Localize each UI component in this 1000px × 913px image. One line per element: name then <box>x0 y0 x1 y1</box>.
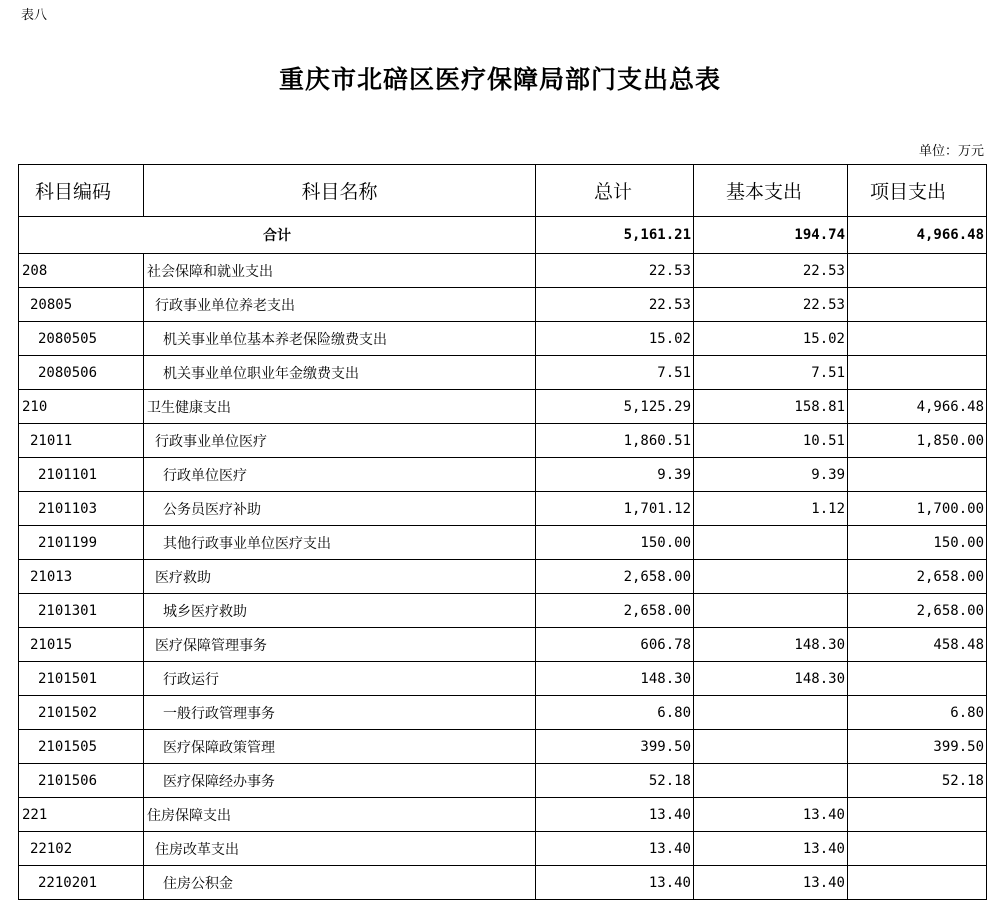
row-basic: 13.40 <box>694 832 848 866</box>
expenditure-table <box>18 164 987 900</box>
table-row <box>19 254 987 288</box>
row-code: 2080505 <box>19 322 144 356</box>
table-row <box>19 628 987 662</box>
table-row <box>19 356 987 390</box>
row-basic: 148.30 <box>694 628 848 662</box>
row-basic: 9.39 <box>694 458 848 492</box>
row-total: 52.18 <box>536 764 694 798</box>
header-total: 总计 <box>536 165 694 217</box>
row-code: 2101505 <box>19 730 144 764</box>
row-total: 5,125.29 <box>536 390 694 424</box>
row-name: 住房改革支出 <box>144 832 536 866</box>
row-code: 2101506 <box>19 764 144 798</box>
table-row <box>19 662 987 696</box>
table-header-row <box>19 165 987 217</box>
total-label: 合计 <box>19 217 536 254</box>
row-project <box>848 458 987 492</box>
table-row <box>19 526 987 560</box>
unit-label: 单位：万元 <box>918 144 984 159</box>
header-name: 科目名称 <box>144 165 536 217</box>
row-basic: 13.40 <box>694 798 848 832</box>
row-basic <box>694 526 848 560</box>
table-number: 表八 <box>21 8 48 23</box>
table-row <box>19 424 987 458</box>
row-code: 22102 <box>19 832 144 866</box>
row-name: 卫生健康支出 <box>144 390 536 424</box>
page-title: 重庆市北碚区医疗保障局部门支出总表 <box>278 65 721 94</box>
row-code: 21015 <box>19 628 144 662</box>
row-name: 其他行政事业单位医疗支出 <box>144 526 536 560</box>
table-row <box>19 322 987 356</box>
row-total: 150.00 <box>536 526 694 560</box>
table-row <box>19 560 987 594</box>
row-project: 1,700.00 <box>848 492 987 526</box>
row-code: 2101101 <box>19 458 144 492</box>
total-basic: 194.74 <box>694 217 848 254</box>
table-row <box>19 390 987 424</box>
row-name: 医疗救助 <box>144 560 536 594</box>
row-code: 2101501 <box>19 662 144 696</box>
table-row <box>19 832 987 866</box>
row-basic: 10.51 <box>694 424 848 458</box>
row-name: 机关事业单位基本养老保险缴费支出 <box>144 322 536 356</box>
row-total: 148.30 <box>536 662 694 696</box>
row-name: 行政运行 <box>144 662 536 696</box>
row-project <box>848 662 987 696</box>
row-code: 2101502 <box>19 696 144 730</box>
row-total: 2,658.00 <box>536 594 694 628</box>
table-row <box>19 764 987 798</box>
row-total: 399.50 <box>536 730 694 764</box>
row-basic <box>694 730 848 764</box>
total-project: 4,966.48 <box>848 217 987 254</box>
row-total: 15.02 <box>536 322 694 356</box>
row-name: 社会保障和就业支出 <box>144 254 536 288</box>
row-basic: 13.40 <box>694 866 848 900</box>
row-basic: 22.53 <box>694 288 848 322</box>
row-name: 医疗保障管理事务 <box>144 628 536 662</box>
table-row <box>19 696 987 730</box>
row-total: 22.53 <box>536 254 694 288</box>
row-name: 一般行政管理事务 <box>144 696 536 730</box>
row-basic: 158.81 <box>694 390 848 424</box>
row-project <box>848 322 987 356</box>
row-project <box>848 832 987 866</box>
row-code: 2101103 <box>19 492 144 526</box>
total-row <box>19 217 987 254</box>
row-name: 医疗保障政策管理 <box>144 730 536 764</box>
total-value: 5,161.21 <box>536 217 694 254</box>
table-row <box>19 798 987 832</box>
row-basic: 7.51 <box>694 356 848 390</box>
table-row <box>19 594 987 628</box>
row-name: 机关事业单位职业年金缴费支出 <box>144 356 536 390</box>
row-project <box>848 254 987 288</box>
row-project: 2,658.00 <box>848 594 987 628</box>
row-name: 行政单位医疗 <box>144 458 536 492</box>
row-project: 458.48 <box>848 628 987 662</box>
row-project <box>848 356 987 390</box>
row-code: 20805 <box>19 288 144 322</box>
row-project: 1,850.00 <box>848 424 987 458</box>
row-project: 399.50 <box>848 730 987 764</box>
row-code: 2080506 <box>19 356 144 390</box>
row-code: 208 <box>19 254 144 288</box>
header-code: 科目编码 <box>19 165 144 217</box>
row-basic <box>694 594 848 628</box>
row-total: 606.78 <box>536 628 694 662</box>
header-project: 项目支出 <box>848 165 987 217</box>
row-basic: 22.53 <box>694 254 848 288</box>
table-row <box>19 288 987 322</box>
row-name: 城乡医疗救助 <box>144 594 536 628</box>
row-total: 2,658.00 <box>536 560 694 594</box>
row-project: 150.00 <box>848 526 987 560</box>
row-name: 住房保障支出 <box>144 798 536 832</box>
row-total: 22.53 <box>536 288 694 322</box>
row-project: 4,966.48 <box>848 390 987 424</box>
row-project: 2,658.00 <box>848 560 987 594</box>
row-code: 2101301 <box>19 594 144 628</box>
row-name: 行政事业单位医疗 <box>144 424 536 458</box>
row-project <box>848 798 987 832</box>
row-project: 52.18 <box>848 764 987 798</box>
row-project <box>848 866 987 900</box>
row-code: 21011 <box>19 424 144 458</box>
row-project <box>848 288 987 322</box>
row-name: 行政事业单位养老支出 <box>144 288 536 322</box>
row-total: 7.51 <box>536 356 694 390</box>
row-code: 2101199 <box>19 526 144 560</box>
row-code: 210 <box>19 390 144 424</box>
row-total: 1,860.51 <box>536 424 694 458</box>
row-basic <box>694 560 848 594</box>
row-basic: 15.02 <box>694 322 848 356</box>
row-basic: 1.12 <box>694 492 848 526</box>
row-basic <box>694 696 848 730</box>
table-row <box>19 458 987 492</box>
row-basic: 148.30 <box>694 662 848 696</box>
row-basic <box>694 764 848 798</box>
row-total: 1,701.12 <box>536 492 694 526</box>
row-total: 13.40 <box>536 798 694 832</box>
row-project: 6.80 <box>848 696 987 730</box>
table-row <box>19 730 987 764</box>
row-total: 9.39 <box>536 458 694 492</box>
row-code: 2210201 <box>19 866 144 900</box>
row-total: 13.40 <box>536 866 694 900</box>
table-row <box>19 866 987 900</box>
row-name: 医疗保障经办事务 <box>144 764 536 798</box>
row-code: 221 <box>19 798 144 832</box>
row-code: 21013 <box>19 560 144 594</box>
row-total: 6.80 <box>536 696 694 730</box>
row-name: 公务员医疗补助 <box>144 492 536 526</box>
row-total: 13.40 <box>536 832 694 866</box>
row-name: 住房公积金 <box>144 866 536 900</box>
header-basic: 基本支出 <box>694 165 848 217</box>
table-row <box>19 492 987 526</box>
